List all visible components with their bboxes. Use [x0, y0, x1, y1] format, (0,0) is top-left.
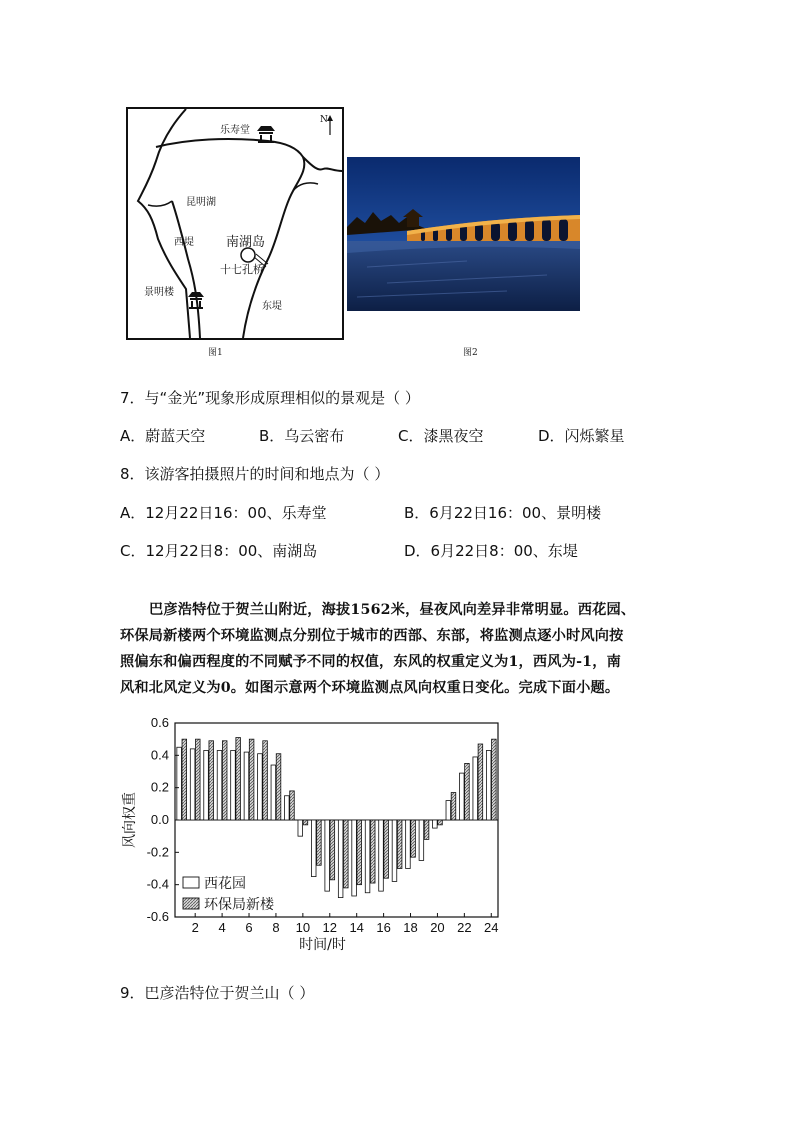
- bar: [352, 820, 357, 896]
- bar: [222, 741, 227, 820]
- y-tick-label: 0.0: [150, 812, 169, 827]
- bar: [236, 738, 241, 820]
- bar: [397, 820, 402, 869]
- y-tick-label: -0.4: [146, 876, 169, 892]
- q7-option-b: B．乌云密布: [259, 427, 345, 445]
- bar: [365, 820, 370, 893]
- bar: [244, 752, 249, 820]
- figure-2-caption: 图2: [463, 348, 478, 358]
- legend-swatch: [183, 898, 199, 909]
- q8-option-a: A．12月22日16：00、乐寿堂: [120, 504, 327, 522]
- bar: [217, 750, 222, 820]
- label-shiqikongqiao: 十七孔桥: [220, 263, 264, 276]
- bar: [298, 820, 303, 836]
- q8-option-d: D．6月22日8：00、东堤: [404, 542, 578, 560]
- passage-line: 环保局新楼两个环境监测点分别位于城市的西部、东部，将监测点逐小时风向按: [120, 628, 624, 644]
- x-tick-label: 14: [349, 920, 364, 935]
- y-tick-label: 0.2: [150, 779, 169, 795]
- passage: [120, 597, 680, 701]
- figure-2-photo: [347, 157, 580, 311]
- q7-option-c: C．漆黑夜空: [398, 427, 484, 445]
- bar: [276, 754, 281, 820]
- question-8-stem: 8．该游客拍摄照片的时间和地点为（ ）: [120, 465, 390, 483]
- bar: [263, 741, 268, 820]
- x-tick-label: 2: [191, 920, 199, 935]
- bar: [370, 820, 375, 883]
- bar: [486, 750, 491, 820]
- x-tick-label: 8: [272, 920, 280, 935]
- x-tick-label: 24: [484, 920, 499, 935]
- bar: [357, 820, 362, 885]
- bar: [182, 739, 187, 820]
- x-tick-label: 16: [376, 920, 391, 935]
- bar: [285, 796, 290, 820]
- label-dongdi: 东堤: [262, 301, 282, 312]
- x-tick-label: 10: [295, 920, 311, 935]
- y-tick-label: 0.6: [150, 715, 169, 730]
- figure-1-map: [126, 107, 344, 340]
- bar: [451, 793, 456, 820]
- bar: [433, 820, 438, 828]
- bridge-photo-image: [347, 157, 580, 311]
- bar: [311, 820, 316, 877]
- x-tick-label: 4: [218, 920, 226, 935]
- label-jingminglou: 景明楼: [144, 287, 174, 298]
- bar: [384, 820, 389, 878]
- bar: [465, 763, 470, 820]
- x-tick-label: 18: [403, 920, 418, 935]
- bar: [478, 744, 483, 820]
- bar: [344, 820, 349, 888]
- y-tick-label: -0.6: [146, 909, 169, 924]
- x-axis-label: 时间/时: [299, 937, 346, 953]
- label-leshoutang: 乐寿堂: [220, 125, 250, 136]
- y-axis-label: 风向权重: [122, 792, 138, 848]
- map-drawing: [128, 109, 342, 338]
- bar: [424, 820, 429, 839]
- x-tick-label: 20: [430, 920, 445, 935]
- x-tick-label: 22: [457, 920, 472, 935]
- bar: [177, 747, 182, 820]
- bar: [459, 773, 464, 820]
- bar: [379, 820, 384, 891]
- bar: [258, 754, 263, 820]
- bar: [317, 820, 322, 865]
- bar: [330, 820, 335, 880]
- bar: [249, 739, 254, 820]
- passage-line: 照偏东和偏西程度的不同赋予不同的权值，东风的权重定义为1，西风为-1，南: [120, 654, 622, 670]
- bar: [303, 820, 308, 825]
- bar: [492, 739, 497, 820]
- bar: [411, 820, 416, 857]
- bar: [406, 820, 411, 869]
- y-tick-label: 0.4: [150, 747, 169, 763]
- legend-label: 环保局新楼: [204, 897, 274, 913]
- bar: [290, 791, 295, 820]
- q7-option-a: A．蔚蓝天空: [120, 427, 206, 445]
- x-tick-label: 6: [245, 920, 253, 935]
- q8-option-b: B．6月22日16：00、景明楼: [404, 504, 602, 522]
- bar: [438, 820, 443, 825]
- figure-1-caption: 图1: [208, 348, 223, 358]
- bar: [446, 801, 451, 820]
- bar: [325, 820, 330, 891]
- passage-line: 风和北风定义为0。如图示意两个环境监测点风向权重日变化。完成下面小题。: [120, 680, 620, 696]
- y-tick-label: -0.2: [146, 844, 169, 860]
- q8-option-c: C．12月22日8：00、南湖岛: [120, 542, 318, 560]
- wind-weight-chart: [118, 712, 508, 962]
- passage-line: 巴彦浩特位于贺兰山附近，海拔1562米，昼夜风向差异非常明显。西花园、: [149, 602, 636, 618]
- legend-label: 西花园: [204, 876, 246, 892]
- label-xidi: 西堤: [174, 237, 194, 248]
- bar: [204, 750, 209, 820]
- bar: [338, 820, 343, 898]
- label-kunminghu: 昆明湖: [186, 197, 216, 208]
- x-tick-label: 12: [322, 920, 338, 935]
- bar: [231, 750, 236, 820]
- bar: [392, 820, 397, 881]
- bar: [209, 741, 214, 820]
- question-9-stem: 9．巴彦浩特位于贺兰山（ ）: [120, 984, 315, 1002]
- bar: [195, 739, 200, 820]
- bar: [271, 765, 276, 820]
- label-nanhudao: 南湖岛: [226, 235, 266, 250]
- legend-swatch: [183, 877, 199, 888]
- question-7-stem: 7．与“金光”现象形成原理相似的景观是（ ）: [120, 389, 420, 407]
- q7-option-d: D．闪烁繁星: [538, 427, 625, 445]
- bar: [473, 757, 478, 820]
- bar: [419, 820, 424, 860]
- label-north: N: [320, 115, 328, 125]
- bar: [190, 749, 195, 820]
